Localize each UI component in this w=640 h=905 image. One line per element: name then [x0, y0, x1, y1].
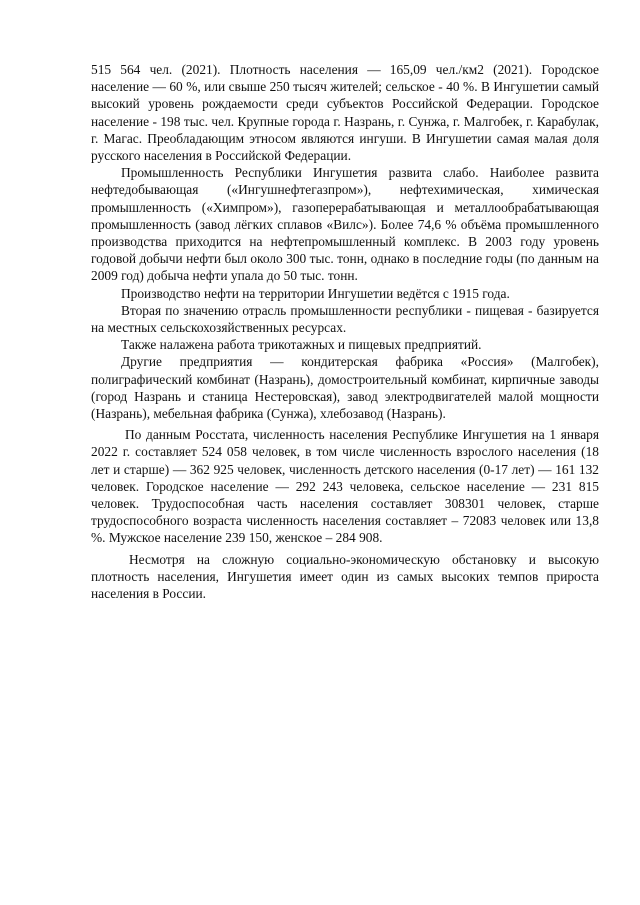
paragraph-population-growth: Несмотря на сложную социально-экономическую обстановку и высокую плотность населения, Ингушетия имеет один из самых высоких темпов прироста населения в России. [91, 551, 599, 602]
paragraph-population-continued: 515 564 чел. (2021). Плотность населения — 165,09 чел./км2 (2021). Городское население — 60 %, или свыше 250 тысяч жителей; сельское - 40 %. В Ингушетии самый высокий уровень рождаемости среди субъектов Российской Федерации. Городское население - 198 тыс. чел. Крупные города г. Назрань, г. Сунжа, г. Малгобек, г. Карабулак, г. Магас. Преобладающим этносом являются ингуши. В Ингушетии самая малая доля русского населения в Российской Федерации. [91, 62, 599, 164]
paragraph-rosstat-population: По данным Росстата, численность населения Республике Ингушетия на 1 января 2022 г. составляет 524 058 человек, в том числе численность взрослого населения (18 лет и старше) — 362 925 человек, численность детского населения (0-17 лет) — 161 132 человек. Городское население — 292 243 человека, сельское население — 231 815 человек. Трудоспособная часть населения составляет 308301 человек, старше трудоспособного возраста численность населения составляет – 72083 человек или 13,8 %. Мужское население 239 150, женское – 284 908. [91, 427, 599, 546]
document-page [91, 61, 599, 602]
paragraph-textile: Также налажена работа трикотажных и пищевых предприятий. [121, 337, 482, 353]
paragraph-food-industry: Вторая по значению отрасль промышленности республики - пищевая - базируется на местных сельскохозяйственных ресурсах. [91, 302, 599, 336]
paragraph-oil-production: Производство нефти на территории Ингушетии ведётся с 1915 года. [121, 285, 510, 301]
paragraph-other-enterprises: Другие предприятия — кондитерская фабрика «Россия» (Малгобек), полиграфический комбинат (Назрань), домостроительный комбинат, кирпичные заводы (город Назрань и станица Нестеровская), завод электродвигателей малой мощности (Назрань), мебельная фабрика (Сунжа), хлебозавод (Назрань). [91, 354, 599, 422]
paragraph-industry: Промышленность Республики Ингушетия развита слабо. Наиболее развита нефтедобывающая («Ингушнефтегазпром»), нефтехимическая, химическая промышленность («Химпром»), газоперерабатывающая и металлообрабатывающая промышленность (завод лёгких сплавов «Вилс»). Более 74,6 % объёма промышленного производства приходится на нефтепромышленный комплекс. В 2003 году уровень годовой добычи нефти был около 300 тыс. тонн, однако в последние годы (по данным на 2009 год) добыча нефти упала до 50 тыс. тонн. [91, 165, 599, 284]
